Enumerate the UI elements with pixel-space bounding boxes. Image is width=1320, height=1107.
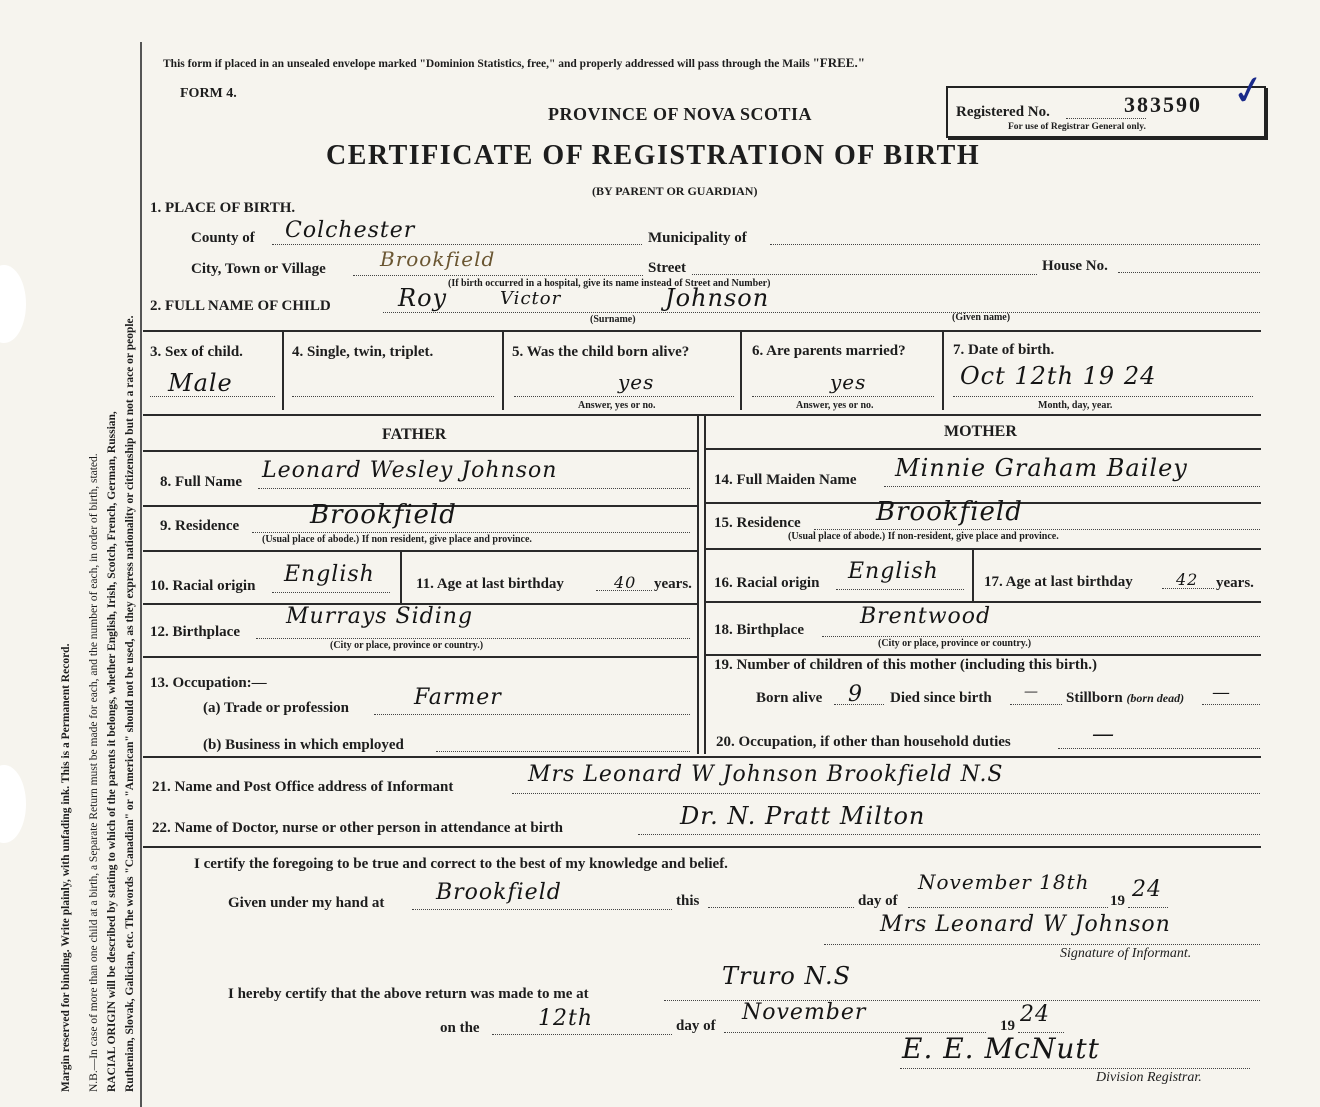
hospital-note: (If birth occurred in a hospital, give its name instead of Street and Number) bbox=[448, 278, 771, 289]
margin-note-multiple-births: N.B.—In case of more than one child at a birth, a Separate Return must be made for each, and the number of each, in order of birth, stated. bbox=[88, 453, 100, 1092]
margin-note-binding: Margin reserved for binding. Write plainly, with unfading ink. This is a Permanent Record. bbox=[60, 643, 72, 1092]
registrar-year-prefix: 19 bbox=[1000, 1018, 1015, 1034]
certify-year-value[interactable]: 24 bbox=[1132, 877, 1162, 902]
checkmark-icon: ✓ bbox=[1228, 65, 1270, 117]
form-number: FORM 4. bbox=[180, 86, 237, 101]
informant-signature[interactable]: Mrs Leonard W Johnson bbox=[880, 912, 1171, 937]
registrar-signature[interactable]: E. E. McNutt bbox=[902, 1032, 1100, 1065]
stillborn-note: (born dead) bbox=[1126, 691, 1185, 705]
mother-children-label: 19. Number of children of this mother (including this birth.) bbox=[714, 657, 1097, 673]
place-of-birth-label: 1. PLACE OF BIRTH. bbox=[150, 200, 296, 216]
margin-note-racial-origin-2: Ruthenian, Slovak, Galician, etc. The words "Canadian" or "American" should not be used, as they express nationality or citizenship but not a race or people. bbox=[124, 315, 136, 1092]
mother-age-label: 17. Age at last birthday bbox=[984, 574, 1133, 590]
registrar-signature-label: Division Registrar. bbox=[1096, 1070, 1202, 1085]
registrar-place-value[interactable]: Truro N.S bbox=[722, 962, 852, 990]
sex-value[interactable]: Male bbox=[168, 369, 233, 397]
surname-caption: (Surname) bbox=[590, 314, 636, 325]
parents-married-note: Answer, yes or no. bbox=[796, 400, 874, 411]
father-business-label: (b) Business in which employed bbox=[203, 737, 404, 753]
parents-married-label: 6. Are parents married? bbox=[752, 343, 906, 359]
municipality-label: Municipality of bbox=[648, 230, 747, 246]
mother-birthplace-label: 18. Birthplace bbox=[714, 622, 804, 638]
stillborn-label: Stillborn bbox=[1066, 690, 1123, 706]
mother-age-value[interactable]: 42 bbox=[1176, 570, 1199, 589]
city-label: City, Town or Village bbox=[191, 261, 326, 277]
certify-day-of-label: day of bbox=[858, 893, 898, 909]
birth-date-note: Month, day, year. bbox=[1038, 400, 1113, 411]
born-alive-count-label: Born alive bbox=[756, 690, 823, 706]
this-label: this bbox=[676, 893, 700, 909]
divider-parents-top bbox=[143, 414, 1261, 416]
punch-hole-bottom bbox=[0, 765, 26, 843]
given-under-hand-label: Given under my hand at bbox=[228, 895, 385, 911]
mother-occupation-label: 20. Occupation, if other than household duties bbox=[716, 734, 1011, 750]
mother-race-value[interactable]: English bbox=[848, 559, 939, 584]
mother-residence-value[interactable]: Brookfield bbox=[876, 497, 1023, 527]
father-name-value[interactable]: Leonard Wesley Johnson bbox=[262, 458, 558, 483]
mother-name-value[interactable]: Minnie Graham Bailey bbox=[895, 454, 1188, 482]
registrar-on-label: on the bbox=[440, 1020, 480, 1036]
informant-label: 21. Name and Post Office address of Informant bbox=[152, 779, 454, 795]
registrar-month-value[interactable]: November bbox=[742, 1000, 867, 1025]
certify-statement: I certify the foregoing to be true and correct to the best of my knowledge and belief. bbox=[194, 856, 728, 872]
divider-row3-top bbox=[143, 330, 1261, 332]
county-value[interactable]: Colchester bbox=[285, 218, 416, 243]
plurality-label: 4. Single, twin, triplet. bbox=[292, 344, 434, 360]
father-name-label: 8. Full Name bbox=[160, 474, 243, 490]
father-birthplace-note: (City or place, province or country.) bbox=[330, 640, 484, 651]
birth-date-value[interactable]: Oct 12th 19 24 bbox=[960, 362, 1157, 390]
father-race-value[interactable]: English bbox=[284, 562, 375, 587]
mother-name-label: 14. Full Maiden Name bbox=[714, 472, 857, 488]
sex-label: 3. Sex of child. bbox=[150, 344, 243, 360]
mother-residence-label: 15. Residence bbox=[714, 515, 801, 531]
mother-occupation-value[interactable]: — bbox=[1092, 722, 1115, 747]
child-surname[interactable]: Johnson bbox=[665, 284, 770, 312]
parents-married-value[interactable]: yes bbox=[830, 370, 867, 394]
mother-birthplace-value[interactable]: Brentwood bbox=[860, 604, 992, 629]
certify-year-prefix: 19 bbox=[1110, 893, 1125, 909]
father-residence-value[interactable]: Brookfield bbox=[310, 500, 457, 530]
doctor-value[interactable]: Dr. N. Pratt Milton bbox=[680, 802, 926, 830]
father-trade-value[interactable]: Farmer bbox=[414, 685, 502, 710]
father-birthplace-label: 12. Birthplace bbox=[150, 624, 240, 640]
registered-label: Registered No. bbox=[956, 104, 1050, 120]
father-age-value[interactable]: 40 bbox=[614, 573, 637, 592]
registrar-day-of-label: day of bbox=[676, 1018, 716, 1034]
died-since-birth-value[interactable]: — bbox=[1024, 684, 1039, 700]
mother-residence-note: (Usual place of abode.) If non-resident, give place and province. bbox=[788, 531, 1059, 542]
given-name-caption: (Given name) bbox=[952, 312, 1011, 323]
father-age-label: 11. Age at last birthday bbox=[416, 576, 564, 592]
punch-hole-top bbox=[0, 265, 26, 343]
registered-box bbox=[946, 65, 1270, 138]
mother-birthplace-note: (City or place, province or country.) bbox=[878, 638, 1032, 649]
street-label: Street bbox=[648, 260, 687, 276]
registrar-statement: I hereby certify that the above return was made to me at bbox=[228, 986, 589, 1002]
given-place-value[interactable]: Brookfield bbox=[436, 880, 562, 905]
margin-note-racial-origin: RACIAL ORIGIN will be described by stating to which of the parents it belongs, whether English, Irish, Scotch, French, German, Russian, bbox=[106, 411, 118, 1092]
registrar-day-value[interactable]: 12th bbox=[538, 1006, 594, 1031]
province-heading: PROVINCE OF NOVA SCOTIA bbox=[548, 104, 813, 124]
child-given-first[interactable]: Roy bbox=[398, 284, 448, 312]
margin-rule bbox=[140, 42, 142, 1107]
mother-heading: MOTHER bbox=[944, 423, 1017, 440]
certify-day-value[interactable]: November 18th bbox=[918, 870, 1090, 894]
father-residence-label: 9. Residence bbox=[160, 518, 240, 534]
mail-notice: This form if placed in an unsealed envelope marked "Dominion Statistics, free," and properly addressed will pass through the Mails bbox=[163, 58, 810, 70]
born-alive-label: 5. Was the child born alive? bbox=[512, 344, 690, 360]
registrar-year-value[interactable]: 24 bbox=[1020, 1002, 1050, 1027]
stillborn-value[interactable]: — bbox=[1212, 682, 1231, 703]
born-alive-value[interactable]: yes bbox=[618, 370, 655, 394]
birth-date-label: 7. Date of birth. bbox=[953, 342, 1055, 358]
died-since-birth-label: Died since birth bbox=[890, 690, 992, 706]
certificate-title: CERTIFICATE OF REGISTRATION OF BIRTH bbox=[326, 140, 981, 171]
informant-value[interactable]: Mrs Leonard W Johnson Brookfield N.S bbox=[528, 762, 1004, 787]
registered-number: 383590 bbox=[1124, 92, 1202, 117]
certificate-subtitle: (BY PARENT OR GUARDIAN) bbox=[592, 184, 758, 198]
father-race-label: 10. Racial origin bbox=[150, 578, 256, 594]
divider-certify-top bbox=[143, 846, 1261, 848]
registrar-note: For use of Registrar General only. bbox=[1008, 122, 1146, 132]
mother-years-label: years. bbox=[1216, 575, 1254, 591]
divider-informant-top bbox=[143, 756, 1261, 758]
doctor-label: 22. Name of Doctor, nurse or other person in attendance at birth bbox=[152, 820, 563, 836]
father-heading: FATHER bbox=[382, 426, 447, 443]
mail-free: "FREE." bbox=[812, 55, 865, 70]
father-occupation-label: 13. Occupation:— bbox=[150, 675, 267, 691]
house-label: House No. bbox=[1042, 258, 1108, 274]
county-label: County of bbox=[191, 230, 255, 246]
father-birthplace-value[interactable]: Murrays Siding bbox=[286, 604, 474, 629]
father-years-label: years. bbox=[654, 576, 692, 592]
mother-race-label: 16. Racial origin bbox=[714, 575, 820, 591]
born-alive-note: Answer, yes or no. bbox=[578, 400, 656, 411]
city-value[interactable]: Brookfield bbox=[380, 247, 496, 271]
parents-divider-b bbox=[704, 416, 706, 754]
born-alive-count-value[interactable]: 9 bbox=[848, 682, 863, 707]
child-name-label: 2. FULL NAME OF CHILD bbox=[150, 298, 331, 314]
child-given-middle[interactable]: Victor bbox=[500, 288, 562, 309]
father-trade-label: (a) Trade or profession bbox=[203, 700, 349, 716]
parents-divider-a bbox=[697, 416, 699, 754]
father-residence-note: (Usual place of abode.) If non resident, give place and province. bbox=[262, 534, 532, 545]
informant-signature-label: Signature of Informant. bbox=[1060, 946, 1192, 961]
